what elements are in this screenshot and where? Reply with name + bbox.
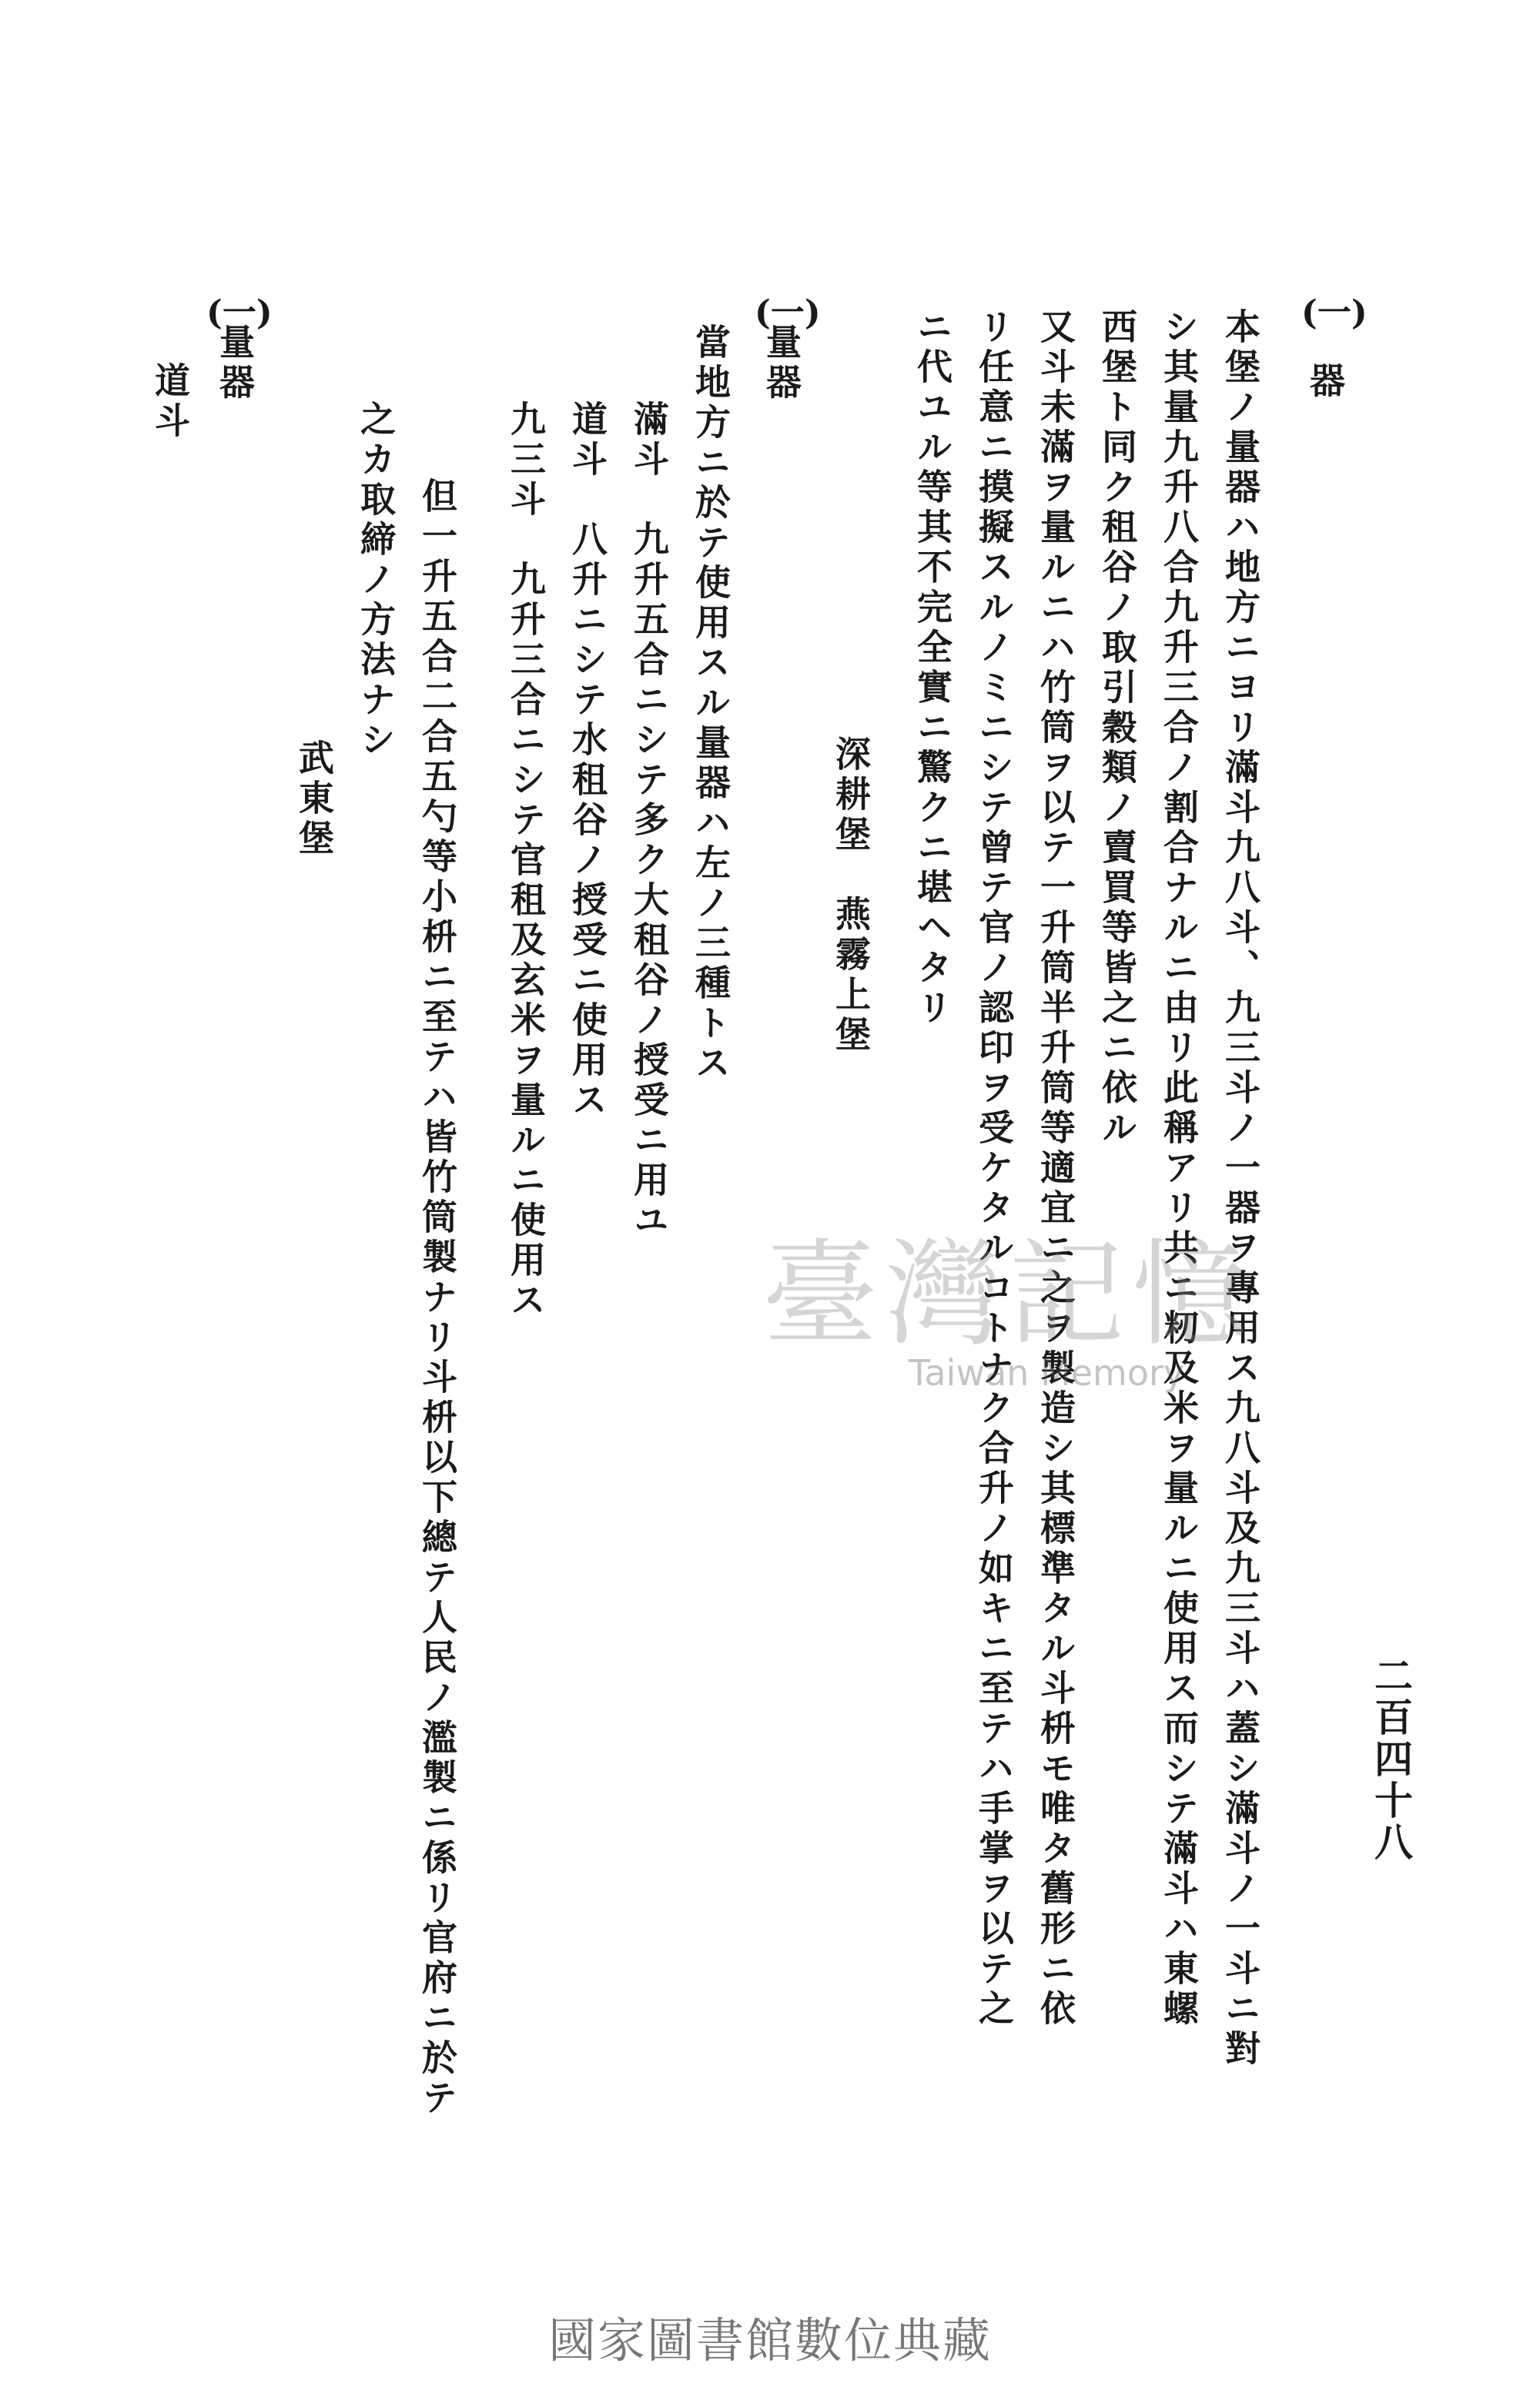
section-2-place: 武東堡 xyxy=(293,739,335,859)
section-3-heading: 量器 xyxy=(214,323,256,403)
section-1-line-1: 本堡ノ量器ハ地方ニヨリ滿斗九八斗、九三斗ノ一器ヲ專用ス九八斗及九三斗ハ蓋シ滿斗ノ一斗ニ對 xyxy=(1220,308,1261,2070)
section-3-line-1: 道斗 xyxy=(149,362,191,442)
taiwan-memory-watermark xyxy=(762,1201,1256,1394)
section-2-line-4: 九三斗 九升三合ニシテ官租及玄米ヲ量ルニ使用ス xyxy=(505,400,547,1321)
section-2-line-1: 當地方ニ於テ使用スル量器ハ左ノ三種トス xyxy=(690,323,732,1084)
section-1-line-2: シ其量九升八合九升三合ノ割合ナルニ由リ此稱アリ共ニ籾及米ヲ量ルニ使用ス而シテ滿斗ハ東螺 xyxy=(1158,308,1200,2030)
section-1-line-4: 又斗未滿ヲ量ルニハ竹筒ヲ以テ一升筒半升筒等適宜ニ之ヲ製造シ其標準タル斗枡モ唯タ舊形ニ依 xyxy=(1035,308,1076,2030)
section-3-mark: (一) xyxy=(206,293,273,333)
section-1-line-5: リ任意ニ摸擬スルノミニシテ曾テ官ノ認印ヲ受ケタルコトナク合升ノ如キニ至テハ手掌ヲ以テ之 xyxy=(973,308,1015,2030)
section-2-line-2: 滿斗 九升五合ニシテ多ク大租谷ノ授受ニ用ユ xyxy=(628,400,670,1241)
watermark-en: Taiwan Memory xyxy=(909,1352,1185,1394)
section-2-line-5: 但一升五合二合五勺等小枡ニ至テハ皆竹筒製ナリ斗枡以下總テ人民ノ濫製ニ係リ官府ニ於テ xyxy=(417,477,458,2119)
section-1-place: 深耕堡 燕霧上堡 xyxy=(830,735,872,1056)
section-1-mark: (一) xyxy=(1301,293,1368,333)
section-2-line-3: 道斗 八升ニシテ水租谷ノ授受ニ使用ス xyxy=(567,400,608,1121)
section-1-line-6: ニ代ユル等其不完全實ニ驚クニ堪ヘタリ xyxy=(912,308,953,1029)
watermark-cn: 臺灣記憶 xyxy=(762,1228,1256,1362)
section-2-heading: 量器 xyxy=(761,323,802,403)
section-1-line-3: 西堡ト同ク租谷ノ取引穀類ノ賣買等皆之ニ依ル xyxy=(1096,308,1138,1149)
section-2-line-6: 之カ取締ノ方法ナシ xyxy=(355,400,397,761)
section-2-mark: (一) xyxy=(755,293,821,333)
page-number: 二百四十八 xyxy=(1368,1656,1414,1863)
section-1-heading: 器 xyxy=(1304,362,1346,402)
footer-credit: 國家圖書館數位典藏 xyxy=(547,2312,992,2369)
